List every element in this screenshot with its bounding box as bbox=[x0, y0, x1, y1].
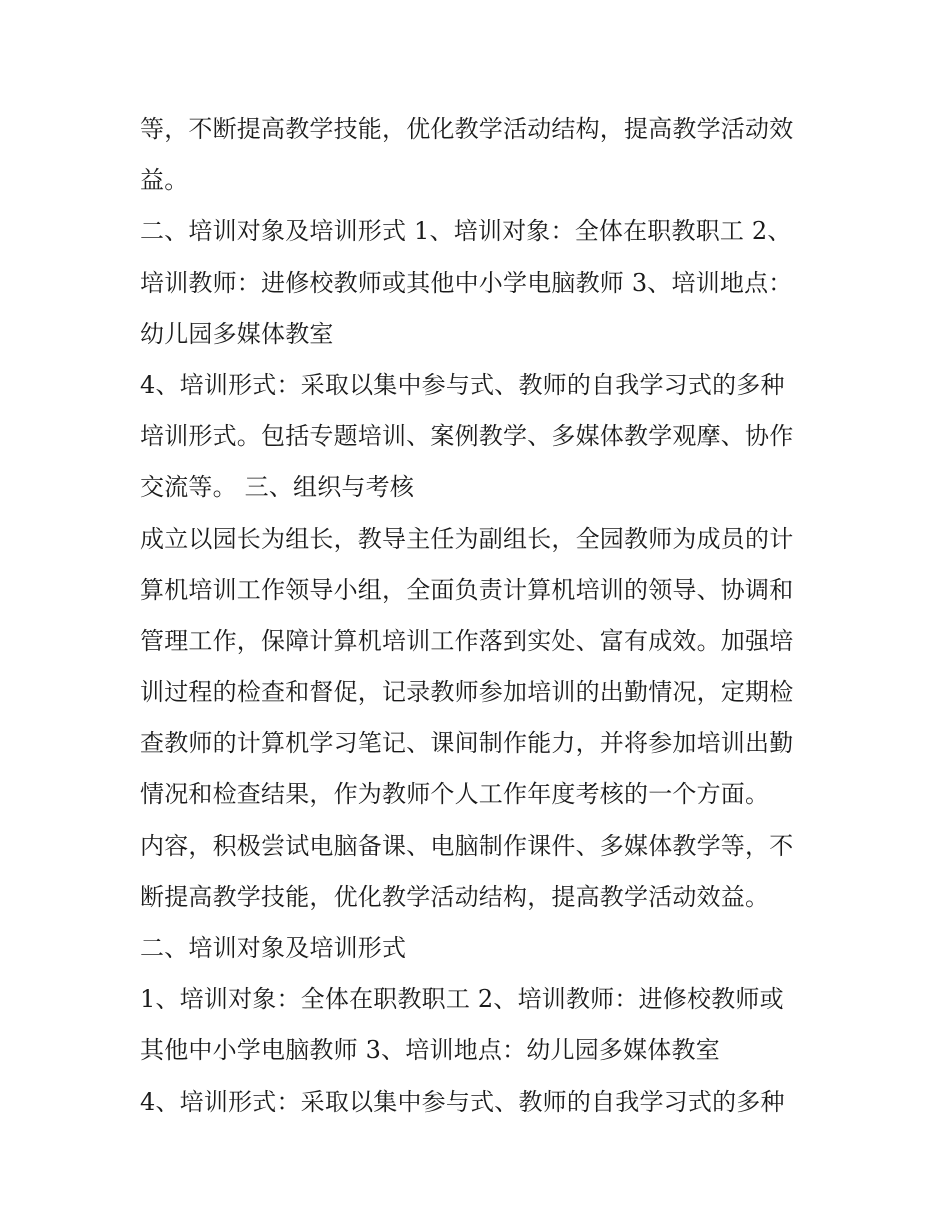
text-line: 情况和检查结果，作为教师个人工作年度考核的一个方面。 bbox=[140, 780, 770, 809]
text-line: 断提高教学技能，优化教学活动结构，提高教学活动效益。 bbox=[140, 882, 770, 911]
text-line: 等，不断提高教学技能，优化教学活动结构，提高教学活动效 bbox=[140, 115, 794, 143]
text-line: 二、培训对象及培训形式 1、培训对象：全体在职教职工 2、 bbox=[140, 217, 792, 246]
text-line: 成立以园长为组长，教导主任为副组长，全园教师为成员的计 bbox=[140, 524, 794, 553]
text-line: 管理工作，保障计算机培训工作落到实处、富有成效。加强培 bbox=[140, 626, 794, 655]
text-line: 幼儿园多媒体教室 bbox=[140, 319, 334, 348]
text-line: 1、培训对象：全体在职教职工 2、培训教师：进修校教师或 bbox=[140, 985, 784, 1014]
text-line: 查教师的计算机学习笔记、课间制作能力，并将参加培训出勤 bbox=[140, 729, 794, 758]
text-line: 算机培训工作领导小组，全面负责计算机培训的领导、协调和 bbox=[140, 575, 794, 604]
text-line: 4、培训形式：采取以集中参与式、教师的自我学习式的多种 bbox=[140, 370, 785, 399]
text-line: 内容，积极尝试电脑备课、电脑制作课件、多媒体教学等，不 bbox=[140, 831, 794, 860]
text-line: 其他中小学电脑教师 3、培训地点：幼儿园多媒体教室 bbox=[140, 1036, 720, 1065]
text-line: 培训教师：进修校教师或其他中小学电脑教师 3、培训地点： bbox=[140, 268, 793, 297]
text-line: 益。 bbox=[140, 166, 189, 195]
text-line: 训过程的检查和督促，记录教师参加培训的出勤情况，定期检 bbox=[140, 678, 794, 707]
text-line: 培训形式。包括专题培训、案例教学、多媒体教学观摩、协作 bbox=[140, 422, 794, 451]
text-line: 交流等。 三、组织与考核 bbox=[140, 473, 415, 502]
text-line: 二、培训对象及培训形式 bbox=[140, 934, 407, 962]
body-text bbox=[140, 104, 830, 1128]
text-line: 4、培训形式：采取以集中参与式、教师的自我学习式的多种 bbox=[140, 1087, 785, 1116]
